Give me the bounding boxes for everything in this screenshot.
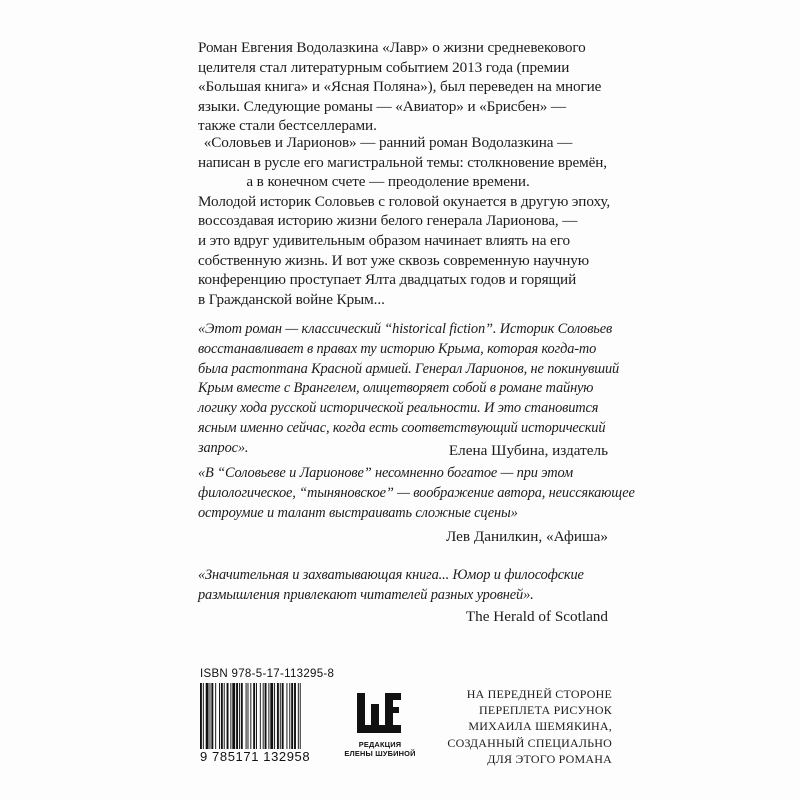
synopsis-line: воссоздавая историю жизни белого генерала Ларионова, — — [198, 212, 578, 230]
quote-line: «Значительная и захватывающая книга... Юмор и философские — [198, 567, 584, 583]
quote-line: «В “Соловьеве и Ларионове” несомненно богатое — при этом — [198, 465, 574, 481]
quote-line: размышления привлекают читателей разных уровней». — [198, 586, 534, 603]
intro-line: языки. Следующие романы — «Авиатор» и «Брисбен» — — [198, 97, 567, 115]
synopsis-line: и это вдруг удивительным образом начинает влиять на его — [198, 231, 570, 249]
synopsis-lead-line: а в конечном счете — преодоление времени. — [246, 173, 530, 191]
quote-line: запрос». — [198, 439, 249, 456]
synopsis-paragraph — [198, 133, 611, 309]
art-note-line: ДЛЯ ЭТОГО РОМАНА — [487, 751, 612, 766]
art-note-line: МИХАИЛА ШЕМЯКИНА, — [468, 719, 612, 734]
review-quote-herald — [198, 566, 608, 626]
quote-author: Лев Данилкин, «Афиша» — [445, 528, 608, 546]
quote-line: была растоптана Красной армией. Генерал Ларионов, не покинувший — [198, 360, 620, 377]
quote-line: восстанавливает в правах ту историю Крыма, которая когда-то — [198, 340, 597, 357]
barcode-digits: 9 785171 132958 — [200, 749, 311, 764]
review-quote-danilkin — [198, 464, 635, 546]
barcode-icon — [198, 683, 334, 749]
art-note-line: НА ПЕРЕДНЕЙ СТОРОНЕ — [466, 687, 612, 701]
quote-line: Крым вместе с Врангелем, олицетворяет собой в романе тайную — [198, 380, 594, 397]
art-note-line: ПЕРЕПЛЕТА РИСУНОК — [479, 703, 612, 718]
quote-line: «Этот роман — классический “historical fiction”. Историк Соловьев — [198, 321, 613, 337]
isbn-label: ISBN 978-5-17-113295-8 — [200, 668, 335, 680]
logo-caption-line: ЕЛЕНЫ ШУБИНОЙ — [344, 749, 416, 758]
intro-paragraph — [198, 38, 608, 136]
quote-line: ясным именно сейчас, когда есть соответствующий исторический — [198, 419, 606, 436]
synopsis-line: конференцию проступает Ялта двадцатых годов и горящий — [198, 271, 577, 289]
synopsis-lead-line: написан в русле его магистральной темы: столкновение времён, — [198, 153, 607, 171]
intro-line: Роман Евгения Водолазкина «Лавр» о жизни средневекового — [198, 39, 586, 56]
art-note-line: СОЗДАННЫЙ СПЕЦИАЛЬНО — [447, 735, 612, 750]
quote-line: филологическое, “тыняновское” — воображение автора, неиссякающее — [198, 484, 635, 501]
intro-line: целителя стал литературным событием 2013 года (премии — [198, 58, 570, 76]
quote-line: логику хода русской исторической реальности. И это становится — [198, 400, 599, 417]
publisher-logo-icon — [354, 690, 404, 736]
publisher-logo-caption — [340, 740, 420, 758]
review-quote-shubina — [198, 320, 620, 460]
intro-line: «Большая книга» и «Ясная Поляна»), был переведен на многие — [198, 78, 602, 96]
synopsis-lead — [198, 133, 607, 192]
synopsis-body — [198, 192, 611, 310]
synopsis-line: собственную жизнь. И вот уже сквозь современную научную — [198, 251, 589, 269]
quote-author: Елена Шубина, издатель — [448, 441, 608, 459]
synopsis-lead-line: «Соловьев и Ларионов» — ранний роман Водолазкина — — [203, 134, 573, 151]
logo-caption-line: РЕДАКЦИЯ — [358, 740, 402, 749]
synopsis-line: в Гражданской войне Крым... — [198, 290, 385, 308]
synopsis-line: Молодой историк Соловьев с головой окунается в другую эпоху, — [198, 192, 611, 210]
intro-line: также стали бестселлерами. — [198, 117, 377, 135]
quote-line: остроумие и талант выстраивать сложные сцены» — [198, 504, 518, 521]
cover-art-note — [436, 686, 612, 767]
quote-author: The Herald of Scotland — [465, 607, 608, 625]
